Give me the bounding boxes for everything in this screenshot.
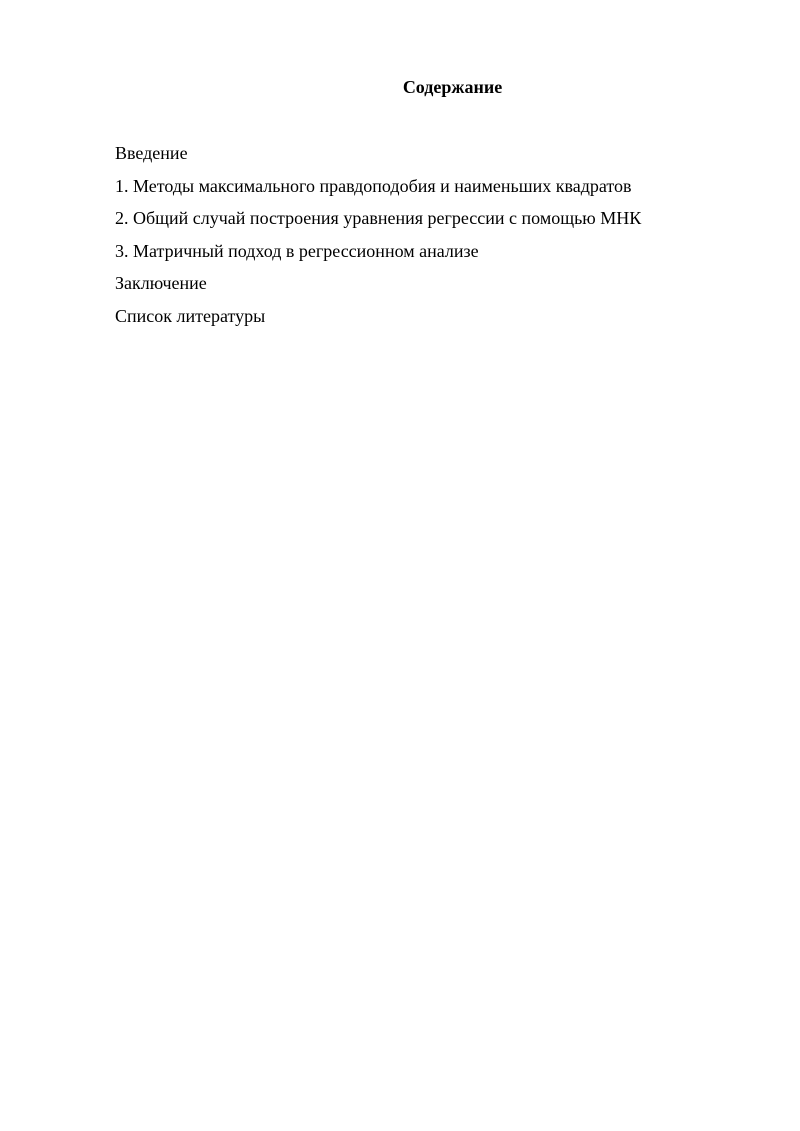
toc-item-chapter-2: 2. Общий случай построения уравнения регрессии с помощью МНК	[115, 208, 642, 228]
toc-title-container	[115, 76, 790, 98]
toc-item-introduction: Введение	[115, 143, 188, 163]
toc-item-references: Список литературы	[115, 305, 266, 326]
page-title: Содержание	[402, 77, 503, 97]
toc-item-conclusion: Заключение	[115, 273, 207, 293]
table-of-contents	[115, 142, 755, 337]
toc-item-chapter-3: 3. Матричный подход в регрессионном анализе	[115, 240, 479, 261]
toc-item-chapter-1: 1. Методы максимального правдоподобия и наименьших квадратов	[115, 175, 632, 196]
